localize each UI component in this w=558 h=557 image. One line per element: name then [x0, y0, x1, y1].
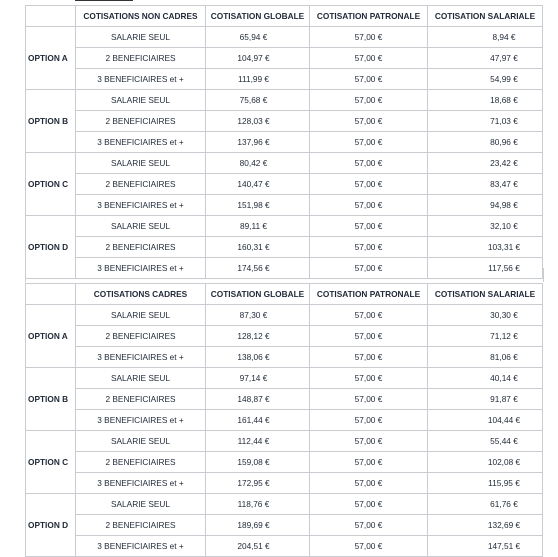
cotisation-globale-cell: 75,68 €	[206, 90, 310, 111]
cotisation-globale-cell: 112,44 €	[206, 431, 310, 452]
column-header: COTISATIONS CADRES	[76, 284, 206, 305]
table-row	[26, 452, 543, 473]
option-label: OPTION D	[26, 216, 76, 279]
table-row	[26, 237, 543, 258]
cotisation-globale-cell: 97,14 €	[206, 368, 310, 389]
beneficiary-label: 3 BENEFICIAIRES et +	[76, 536, 206, 557]
cotisation-patronale-cell: 57,00 €	[310, 431, 428, 452]
cotisation-patronale-cell: 57,00 €	[310, 452, 428, 473]
option-label: OPTION C	[26, 153, 76, 216]
beneficiary-label: SALARIE SEUL	[76, 216, 206, 237]
cotisation-globale-cell: 65,94 €	[206, 27, 310, 48]
cotisation-salariale-cell: 115,95 €	[428, 473, 543, 494]
cotisation-salariale-cell: 103,31 €	[428, 237, 543, 258]
cotisation-salariale-cell: 55,44 €	[428, 431, 543, 452]
cotisation-globale-cell: 204,51 €	[206, 536, 310, 557]
cotisation-globale-cell: 128,12 €	[206, 326, 310, 347]
cotisation-patronale-cell: 57,00 €	[310, 473, 428, 494]
cotisation-patronale-cell: 57,00 €	[310, 410, 428, 431]
cotisation-patronale-cell: 57,00 €	[310, 258, 428, 279]
beneficiary-label: 2 BENEFICIAIRES	[76, 389, 206, 410]
cotisation-patronale-cell: 57,00 €	[310, 27, 428, 48]
column-header: COTISATION GLOBALE	[206, 284, 310, 305]
cotisation-globale-cell: 87,30 €	[206, 305, 310, 326]
cotisation-salariale-cell: 147,51 €	[428, 536, 543, 557]
option-label: OPTION B	[26, 368, 76, 431]
column-header: COTISATION GLOBALE	[206, 6, 310, 27]
table-row	[26, 48, 543, 69]
cotisation-patronale-cell: 57,00 €	[310, 153, 428, 174]
header-corner-cell	[26, 6, 76, 27]
cotisation-patronale-cell: 57,00 €	[310, 195, 428, 216]
column-header: COTISATION PATRONALE	[310, 284, 428, 305]
cotisation-salariale-cell: 71,12 €	[428, 326, 543, 347]
cotisation-salariale-cell: 83,47 €	[428, 174, 543, 195]
cotisation-salariale-cell: 102,08 €	[428, 452, 543, 473]
cotisation-patronale-cell: 57,00 €	[310, 132, 428, 153]
cotisation-patronale-cell: 57,00 €	[310, 494, 428, 515]
cotisation-patronale-cell: 57,00 €	[310, 368, 428, 389]
beneficiary-label: 2 BENEFICIAIRES	[76, 111, 206, 132]
beneficiary-label: SALARIE SEUL	[76, 305, 206, 326]
cotisation-globale-cell: 151,98 €	[206, 195, 310, 216]
beneficiary-label: 3 BENEFICIAIRES et +	[76, 473, 206, 494]
cotisation-salariale-cell: 81,06 €	[428, 347, 543, 368]
table-row	[26, 347, 543, 368]
option-label: OPTION C	[26, 431, 76, 494]
beneficiary-label: 3 BENEFICIAIRES et +	[76, 69, 206, 90]
beneficiary-label: SALARIE SEUL	[76, 494, 206, 515]
cotisation-salariale-cell: 104,44 €	[428, 410, 543, 431]
cotisation-patronale-cell: 57,00 €	[310, 216, 428, 237]
cotisation-salariale-cell: 117,56 €	[428, 258, 543, 279]
beneficiary-label: 3 BENEFICIAIRES et +	[76, 132, 206, 153]
cotisation-salariale-cell: 18,68 €	[428, 90, 543, 111]
column-header: COTISATION SALARIALE	[428, 284, 543, 305]
option-label: OPTION B	[26, 90, 76, 153]
table-row	[26, 368, 543, 389]
cotisation-globale-cell: 89,11 €	[206, 216, 310, 237]
cotisation-salariale-cell: 32,10 €	[428, 216, 543, 237]
beneficiary-label: 2 BENEFICIAIRES	[76, 48, 206, 69]
table-row	[26, 305, 543, 326]
table-row	[26, 326, 543, 347]
cotisation-globale-cell: 189,69 €	[206, 515, 310, 536]
table-row	[26, 389, 543, 410]
cotisation-salariale-cell: 91,87 €	[428, 389, 543, 410]
cotisation-globale-cell: 128,03 €	[206, 111, 310, 132]
cotisation-globale-cell: 160,31 €	[206, 237, 310, 258]
cotisation-salariale-cell: 132,69 €	[428, 515, 543, 536]
cotisation-salariale-cell: 61,76 €	[428, 494, 543, 515]
table-row	[26, 174, 543, 195]
cotisation-patronale-cell: 57,00 €	[310, 174, 428, 195]
cotisation-globale-cell: 138,06 €	[206, 347, 310, 368]
cotisation-globale-cell: 111,99 €	[206, 69, 310, 90]
cotisation-globale-cell: 104,97 €	[206, 48, 310, 69]
cotisation-patronale-cell: 57,00 €	[310, 305, 428, 326]
header-row	[26, 6, 543, 27]
option-label: OPTION A	[26, 305, 76, 368]
cotisation-globale-cell: 159,08 €	[206, 452, 310, 473]
cotisation-salariale-cell: 47,97 €	[428, 48, 543, 69]
beneficiary-label: 2 BENEFICIAIRES	[76, 174, 206, 195]
table-row	[26, 494, 543, 515]
cotisation-salariale-cell: 30,30 €	[428, 305, 543, 326]
beneficiary-label: 2 BENEFICIAIRES	[76, 452, 206, 473]
cotisation-salariale-cell: 71,03 €	[428, 111, 543, 132]
table-row	[26, 216, 543, 237]
cotisation-globale-cell: 137,96 €	[206, 132, 310, 153]
table-row	[26, 515, 543, 536]
beneficiary-label: SALARIE SEUL	[76, 90, 206, 111]
cotisation-salariale-cell: 94,98 €	[428, 195, 543, 216]
table-row	[26, 132, 543, 153]
table-row	[26, 90, 543, 111]
cotisation-salariale-cell: 23,42 €	[428, 153, 543, 174]
table-row	[26, 195, 543, 216]
cotisation-patronale-cell: 57,00 €	[310, 111, 428, 132]
beneficiary-label: 3 BENEFICIAIRES et +	[76, 195, 206, 216]
table-cadres	[25, 283, 543, 557]
beneficiary-label: SALARIE SEUL	[76, 27, 206, 48]
beneficiary-label: SALARIE SEUL	[76, 431, 206, 452]
cotisation-patronale-cell: 57,00 €	[310, 69, 428, 90]
beneficiary-label: 2 BENEFICIAIRES	[76, 237, 206, 258]
beneficiary-label: 2 BENEFICIAIRES	[76, 515, 206, 536]
header-row	[26, 284, 543, 305]
beneficiary-label: 3 BENEFICIAIRES et +	[76, 258, 206, 279]
cotisation-patronale-cell: 57,00 €	[310, 326, 428, 347]
cotisation-globale-cell: 174,56 €	[206, 258, 310, 279]
cotisation-patronale-cell: 57,00 €	[310, 536, 428, 557]
cotisation-patronale-cell: 57,00 €	[310, 48, 428, 69]
cotisation-patronale-cell: 57,00 €	[310, 237, 428, 258]
cotisation-globale-cell: 172,95 €	[206, 473, 310, 494]
cotisation-salariale-cell: 54,99 €	[428, 69, 543, 90]
table-row	[26, 536, 543, 557]
cotisation-salariale-cell: 40,14 €	[428, 368, 543, 389]
option-label: OPTION A	[26, 27, 76, 90]
cotisation-salariale-cell: 80,96 €	[428, 132, 543, 153]
column-header: COTISATION PATRONALE	[310, 6, 428, 27]
table-row	[26, 111, 543, 132]
beneficiary-label: 3 BENEFICIAIRES et +	[76, 347, 206, 368]
table-non-cadres	[25, 5, 543, 279]
top-rule	[75, 0, 133, 1]
header-corner-cell	[26, 284, 76, 305]
table-separator	[25, 268, 544, 282]
table-row	[26, 27, 543, 48]
beneficiary-label: SALARIE SEUL	[76, 153, 206, 174]
column-header: COTISATIONS NON CADRES	[76, 6, 206, 27]
cotisation-globale-cell: 80,42 €	[206, 153, 310, 174]
column-header: COTISATION SALARIALE	[428, 6, 543, 27]
option-label: OPTION D	[26, 494, 76, 557]
cotisation-patronale-cell: 57,00 €	[310, 90, 428, 111]
table-row	[26, 473, 543, 494]
cotisation-globale-cell: 161,44 €	[206, 410, 310, 431]
table-row	[26, 410, 543, 431]
cotisation-patronale-cell: 57,00 €	[310, 515, 428, 536]
table-row	[26, 153, 543, 174]
table-row	[26, 431, 543, 452]
cotisation-globale-cell: 140,47 €	[206, 174, 310, 195]
cotisation-salariale-cell: 8,94 €	[428, 27, 543, 48]
cotisation-globale-cell: 148,87 €	[206, 389, 310, 410]
beneficiary-label: 3 BENEFICIAIRES et +	[76, 410, 206, 431]
beneficiary-label: SALARIE SEUL	[76, 368, 206, 389]
cotisation-patronale-cell: 57,00 €	[310, 347, 428, 368]
cotisation-globale-cell: 118,76 €	[206, 494, 310, 515]
cotisation-patronale-cell: 57,00 €	[310, 389, 428, 410]
table-row	[26, 69, 543, 90]
beneficiary-label: 2 BENEFICIAIRES	[76, 326, 206, 347]
